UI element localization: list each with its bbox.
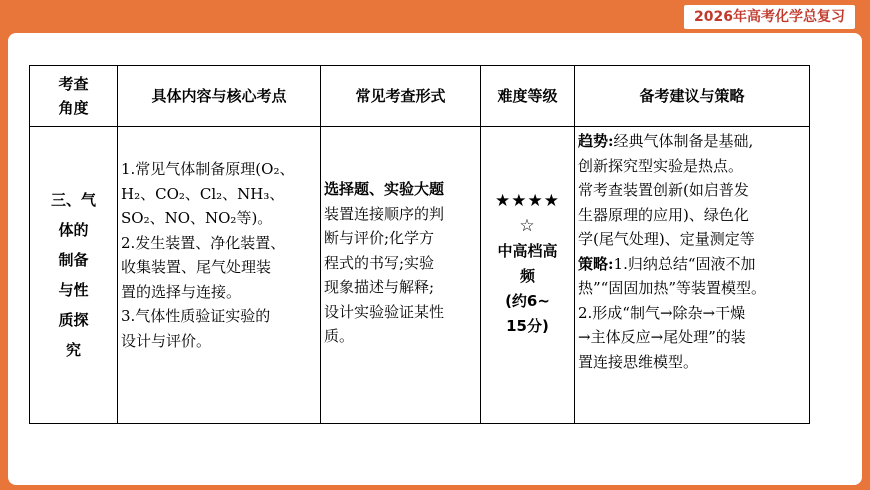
form-title: 选择题、实验大题 — [324, 180, 445, 198]
strategy-line: 热”“固固加热”等装置模型。 — [578, 279, 767, 297]
content-line: 设计与评价。 — [121, 331, 212, 350]
exam-analysis-table — [29, 65, 810, 424]
difficulty-stars: ★★★★ — [495, 191, 560, 211]
header-angle — [30, 66, 118, 127]
form-line: 质。 — [324, 327, 355, 345]
form-line: 程式的书写;实验 — [324, 253, 435, 272]
difficulty-line: (约6~ — [505, 292, 550, 310]
cell-strategy — [575, 127, 810, 424]
content-line: SO₂、NO、NO₂等)。 — [121, 209, 273, 227]
angle-line: 三、气 — [50, 191, 96, 209]
table-header-row — [30, 66, 810, 127]
form-line: 设计实验验证某性 — [324, 302, 445, 321]
cell-form — [321, 127, 481, 424]
content-line: 2.发生装置、净化装置、 — [121, 233, 286, 252]
common-line: 常考查装置创新(如启普发 — [578, 181, 749, 199]
header-difficulty: 难度等级 — [481, 66, 575, 127]
form-line: 装置连接顺序的判 — [324, 204, 445, 223]
content-line: 1.常见气体制备原理(O₂、 — [121, 160, 295, 178]
difficulty-half-star: ☆ — [519, 216, 536, 236]
common-line: 学(尾气处理)、定量测定等 — [578, 230, 755, 248]
common-line: 生器原理的应用)、绿色化 — [578, 205, 749, 224]
strategy-text: 1.归纳总结“固液不加 — [613, 254, 756, 273]
content-line: 收集装置、尾气处理装 — [121, 258, 272, 276]
trend-line-2: 创新探究型实验是热点。 — [578, 156, 744, 175]
angle-line: 与性 — [58, 281, 89, 299]
content-line: 3.气体性质验证实验的 — [121, 307, 271, 325]
course-badge: 2026年高考化学总复习 — [683, 4, 856, 30]
top-bar — [0, 0, 870, 32]
table-row — [30, 127, 810, 424]
header-content: 具体内容与核心考点 — [118, 66, 321, 127]
strategy-label: 策略: — [578, 254, 614, 273]
header-form: 常见考查形式 — [321, 66, 481, 127]
header-angle-line: 考查 — [58, 75, 89, 93]
cell-difficulty — [481, 127, 575, 424]
cell-angle — [30, 127, 118, 424]
difficulty-line: 中高档高 — [497, 242, 558, 260]
difficulty-line: 频 — [519, 267, 535, 285]
strategy-line: 2.形成“制气→除杂→干燥 — [578, 303, 746, 322]
strategy-line: →主体反应→尾处理”的装 — [578, 328, 746, 346]
cell-content — [118, 127, 321, 424]
content-line: 置的选择与连接。 — [121, 282, 242, 301]
form-line: 断与评价;化学方 — [324, 229, 435, 247]
trend-text: 经典气体制备是基础, — [613, 132, 754, 150]
angle-line: 究 — [65, 341, 81, 359]
strategy-line: 置连接思维模型。 — [578, 352, 699, 371]
form-line: 现象描述与解释; — [324, 278, 435, 296]
header-angle-line: 角度 — [58, 99, 89, 117]
angle-line: 制备 — [58, 251, 89, 269]
strategy-line — [578, 252, 806, 277]
difficulty-line: 15分) — [506, 317, 549, 335]
content-card — [8, 33, 862, 485]
trend-line — [578, 129, 806, 154]
trend-label: 趋势: — [578, 132, 614, 150]
content-line: H₂、CO₂、Cl₂、NH₃、 — [121, 184, 285, 203]
angle-line: 体的 — [58, 221, 89, 239]
header-strategy: 备考建议与策略 — [575, 66, 810, 127]
angle-line: 质探 — [58, 311, 89, 329]
